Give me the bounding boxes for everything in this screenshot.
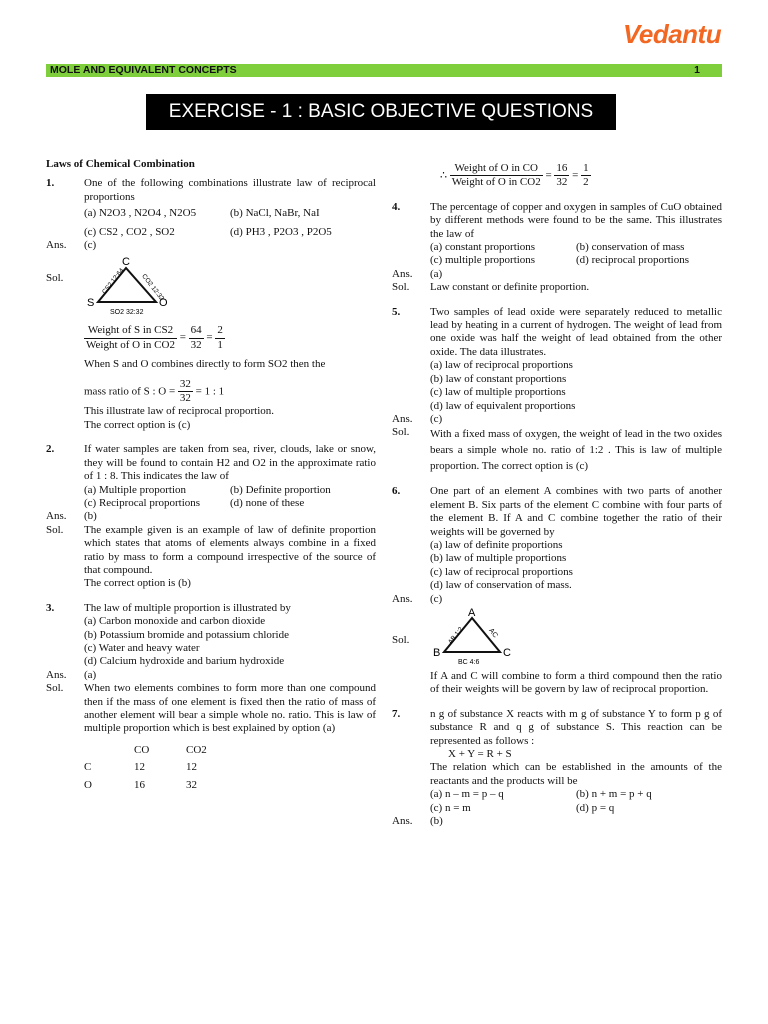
fraction-denominator: Weight of O in CO2	[86, 338, 175, 351]
tri-side-left: CS2 12:64	[101, 267, 126, 297]
fraction-result-num: 1	[581, 162, 591, 176]
question-number: 1.	[46, 177, 55, 190]
question-number: 7.	[392, 707, 401, 720]
option-d: (d) law of equivalent proportions	[430, 399, 576, 412]
tri-side-right: AC	[487, 627, 499, 640]
question-4	[392, 201, 722, 268]
solution-text: The correct option is (b)	[84, 577, 191, 590]
option-a: (a) law of reciprocal proportions	[430, 359, 573, 372]
solution-label: Sol.	[46, 682, 64, 695]
exercise-title: EXERCISE - 1 : BASIC OBJECTIVE QUESTIONS	[146, 94, 616, 130]
option-b: (b) Definite proportion	[230, 483, 331, 496]
option-c: (c) n = m	[430, 801, 471, 814]
question-text: The relation which can be established in the amounts of the reactants and the products will be	[430, 761, 722, 787]
ratio-den: 32	[179, 392, 191, 405]
solution-text: This illustrate law of reciprocal proportion.	[84, 405, 274, 418]
therefore-symbol: ∴	[440, 169, 447, 182]
table-cell: 12	[186, 761, 197, 774]
table-cell: 16	[134, 778, 145, 791]
question-text: The percentage of copper and oxygen in samples of CuO obtained by different methods were found to be the same. This illustrates the law of	[430, 200, 722, 240]
tri-vertex-top: C	[122, 256, 130, 269]
question-3	[46, 602, 376, 669]
tri-base: BC 4:6	[458, 658, 480, 666]
question-number: 6.	[392, 485, 401, 498]
answer-7	[392, 815, 722, 828]
option-b: (b) law of multiple proportions	[430, 552, 567, 565]
tri-vertex-top: A	[468, 606, 476, 619]
option-b: (b) conservation of mass	[576, 241, 685, 254]
fraction-result-num: 2	[215, 324, 225, 338]
question-text: If water samples are taken from sea, river, clouds, lake or snow, they will be found to contain H2 and O2 in the approximate ratio of 1 : 8. This indicates the law of	[84, 443, 376, 483]
option-a: (a) Carbon monoxide and carbon dioxide	[84, 615, 266, 628]
question-6	[392, 485, 722, 592]
solution-text: Law constant or definite proportion.	[430, 281, 590, 294]
solution-3	[46, 682, 376, 736]
question-5	[392, 306, 722, 413]
tri-vertex-left: S	[87, 297, 95, 310]
solution-label: Sol.	[392, 281, 410, 294]
tri-side-left: AB 1:2	[447, 625, 465, 646]
answer-value: (c)	[430, 412, 443, 425]
option-a: (a) n – m = p – q	[430, 788, 504, 801]
option-d: (d) p = q	[576, 801, 615, 814]
solution-4	[392, 281, 722, 294]
table-cell: O	[84, 778, 92, 791]
tri-vertex-right: C	[503, 646, 511, 659]
solution-text: With a fixed mass of oxygen, the weight of lead in the two oxides bears a simple whole no. ratio of 1:2 . This is law of multiple proportion. The correct option is (c)	[430, 428, 722, 473]
option-b: (b) law of constant proportions	[430, 372, 567, 385]
left-column	[46, 158, 376, 794]
solution-label: Sol.	[46, 272, 64, 285]
question-text: n g of substance X reacts with m g of substance Y to form p g of substance R and q g of substance S. This reaction can be represented as follows :	[430, 707, 722, 747]
answer-5	[392, 413, 722, 426]
page-number: 1	[694, 64, 700, 76]
table-header: CO	[134, 743, 150, 756]
answer-label: Ans.	[46, 668, 67, 681]
solution-text: The correct option is (c)	[84, 418, 191, 431]
solution-5	[392, 426, 722, 474]
option-d: (d) PH3 , P2O3 , P2O5	[230, 225, 332, 238]
option-d: (d) none of these	[230, 496, 305, 509]
fraction-result-den: 2	[583, 176, 589, 189]
section-heading: Laws of Chemical Combination	[46, 158, 195, 170]
fraction-value-num: 64	[189, 324, 204, 338]
answer-value: (b)	[430, 815, 443, 828]
triangle-diagram-abc	[430, 606, 514, 668]
answer-value: (a)	[430, 267, 443, 280]
tri-vertex-left: B	[433, 646, 441, 659]
option-b: (b) Potassium bromide and potassium chloride	[84, 628, 289, 641]
option-b: (b) n + m = p + q	[576, 788, 652, 801]
option-d: (d) reciprocal proportions	[576, 254, 690, 267]
question-2	[46, 443, 376, 510]
solution-text: When two elements combines to form more than one compound then if the mass of one element is fixed then the ratio of mass of another element will bear a simple whole no. ratio. This is law of multiple proportion which is best explained by option (a)	[84, 682, 376, 735]
fraction-denominator: Weight of O in CO2	[451, 176, 541, 189]
ratio-formula: ∴ $\frac{\text{Weight of O in CO}}{\text{Weight of O in CO2}}$ = $\frac{16}{32}$ = $\frac{1}{2}$	[440, 162, 589, 189]
table-header	[84, 742, 134, 759]
answer-value: (c)	[84, 239, 97, 252]
answer-2	[46, 510, 376, 523]
solution-text: The example given is an example of law of definite proportion which states that atoms of elements always combine in a fixed ratio by mass to form a compound irrespective of the source of that compound.	[84, 523, 376, 576]
solution-text: If A and C will combine to form a third compound then the ratio of their weights will be govern by law of reciprocal proportion.	[430, 669, 722, 696]
answer-label: Ans.	[392, 267, 413, 280]
answer-value: (c)	[430, 592, 443, 605]
answer-3	[46, 669, 376, 682]
answer-value: (b)	[84, 510, 97, 523]
option-b: (b) NaCl, NaBr, NaI	[230, 207, 320, 220]
solution-2	[46, 524, 376, 591]
option-c: (c) Water and heavy water	[84, 641, 200, 654]
question-7	[392, 708, 722, 815]
option-d: (d) law of conservation of mass.	[430, 579, 572, 592]
fraction-numerator: Weight of S in CS2	[84, 324, 177, 338]
chapter-title: MOLE AND EQUIVALENT CONCEPTS	[50, 64, 237, 76]
answer-label: Ans.	[392, 592, 413, 605]
option-c: (c) CS2 , CO2 , SO2	[84, 225, 175, 238]
option-a: (a) N2O3 , N2O4 , N2O5	[84, 207, 197, 220]
question-number: 5.	[392, 305, 401, 318]
question-text: Two samples of lead oxide were separately reduced to metallic lead by heating in a current of hydrogen. The weight of lead from one oxide was half the weight of lead obtained from the other oxide. The data illustrates.	[430, 305, 722, 358]
answer-label: Ans.	[392, 815, 413, 828]
solution-1-ratio: $\frac{\text{Weight of S in CS2}}{\text{Weight of O in CO2}}$ = $\frac{64}{32}$ = $\frac{2}{1}$	[86, 324, 223, 351]
solution-1	[46, 254, 376, 320]
answer-value: (a)	[84, 668, 97, 681]
option-a: (a) Multiple proportion	[84, 483, 187, 496]
option-d: (d) Calcium hydroxide and barium hydroxide	[84, 655, 285, 668]
table-header: CO2	[186, 743, 207, 756]
fraction-result-den: 1	[217, 338, 223, 351]
answer-label: Ans.	[46, 510, 67, 523]
table-cell: C	[84, 761, 92, 774]
vedantu-logo: Vedantu	[623, 19, 722, 49]
solution-6	[392, 606, 722, 668]
table-cell: 12	[134, 761, 145, 774]
fraction-value-den: 32	[190, 338, 202, 351]
table-cell: 32	[186, 778, 197, 791]
reaction-equation: X + Y = R + S	[448, 748, 512, 760]
answer-4	[392, 268, 722, 281]
chapter-header-bar	[46, 64, 722, 77]
ratio-num: 32	[178, 378, 193, 392]
answer-1	[46, 239, 376, 252]
fraction-value-num: 16	[554, 162, 569, 176]
tri-vertex-right: O	[159, 297, 168, 310]
answer-label: Ans.	[46, 239, 67, 252]
question-text: One part of an element A combines with two parts of another element B. Six parts of the element C combine with four parts of the element B. If A and C combine together the ratio of their weights will be governed by	[430, 485, 722, 538]
solution-label: Sol.	[46, 523, 64, 536]
solution-text: When S and O combines directly to form SO2 then the	[84, 358, 326, 371]
option-c: (c) law of reciprocal proportions	[430, 565, 573, 578]
option-c: (c) Reciprocal proportions	[84, 496, 201, 509]
question-number: 4.	[392, 200, 401, 213]
question-text: The law of multiple proportion is illustrated by	[84, 601, 291, 614]
ratio-label: mass ratio of S : O =	[84, 385, 176, 398]
tri-base: SO2 32:32	[110, 309, 144, 317]
right-column	[392, 162, 722, 828]
solution-label: Sol.	[392, 633, 410, 646]
question-text: One of the following combinations illustrate law of reciprocal proportions	[84, 177, 376, 203]
option-c: (c) multiple proportions	[430, 254, 536, 267]
fraction-numerator: Weight of O in CO	[450, 162, 543, 176]
tri-side-right: CO2 12:32	[140, 273, 166, 303]
option-a: (a) law of definite proportions	[430, 538, 563, 551]
mass-table	[84, 742, 207, 794]
question-number: 2.	[46, 443, 55, 456]
option-c: (c) law of multiple proportions	[430, 386, 566, 399]
solution-label: Sol.	[392, 426, 410, 439]
question-number: 3.	[46, 601, 55, 614]
ratio-result: = 1 : 1	[195, 385, 225, 398]
option-a: (a) constant proportions	[430, 241, 536, 254]
answer-label: Ans.	[392, 412, 413, 425]
fraction-value-den: 32	[556, 176, 568, 189]
question-1	[46, 177, 376, 239]
answer-6	[392, 593, 722, 606]
triangle-diagram-scs	[84, 254, 168, 320]
